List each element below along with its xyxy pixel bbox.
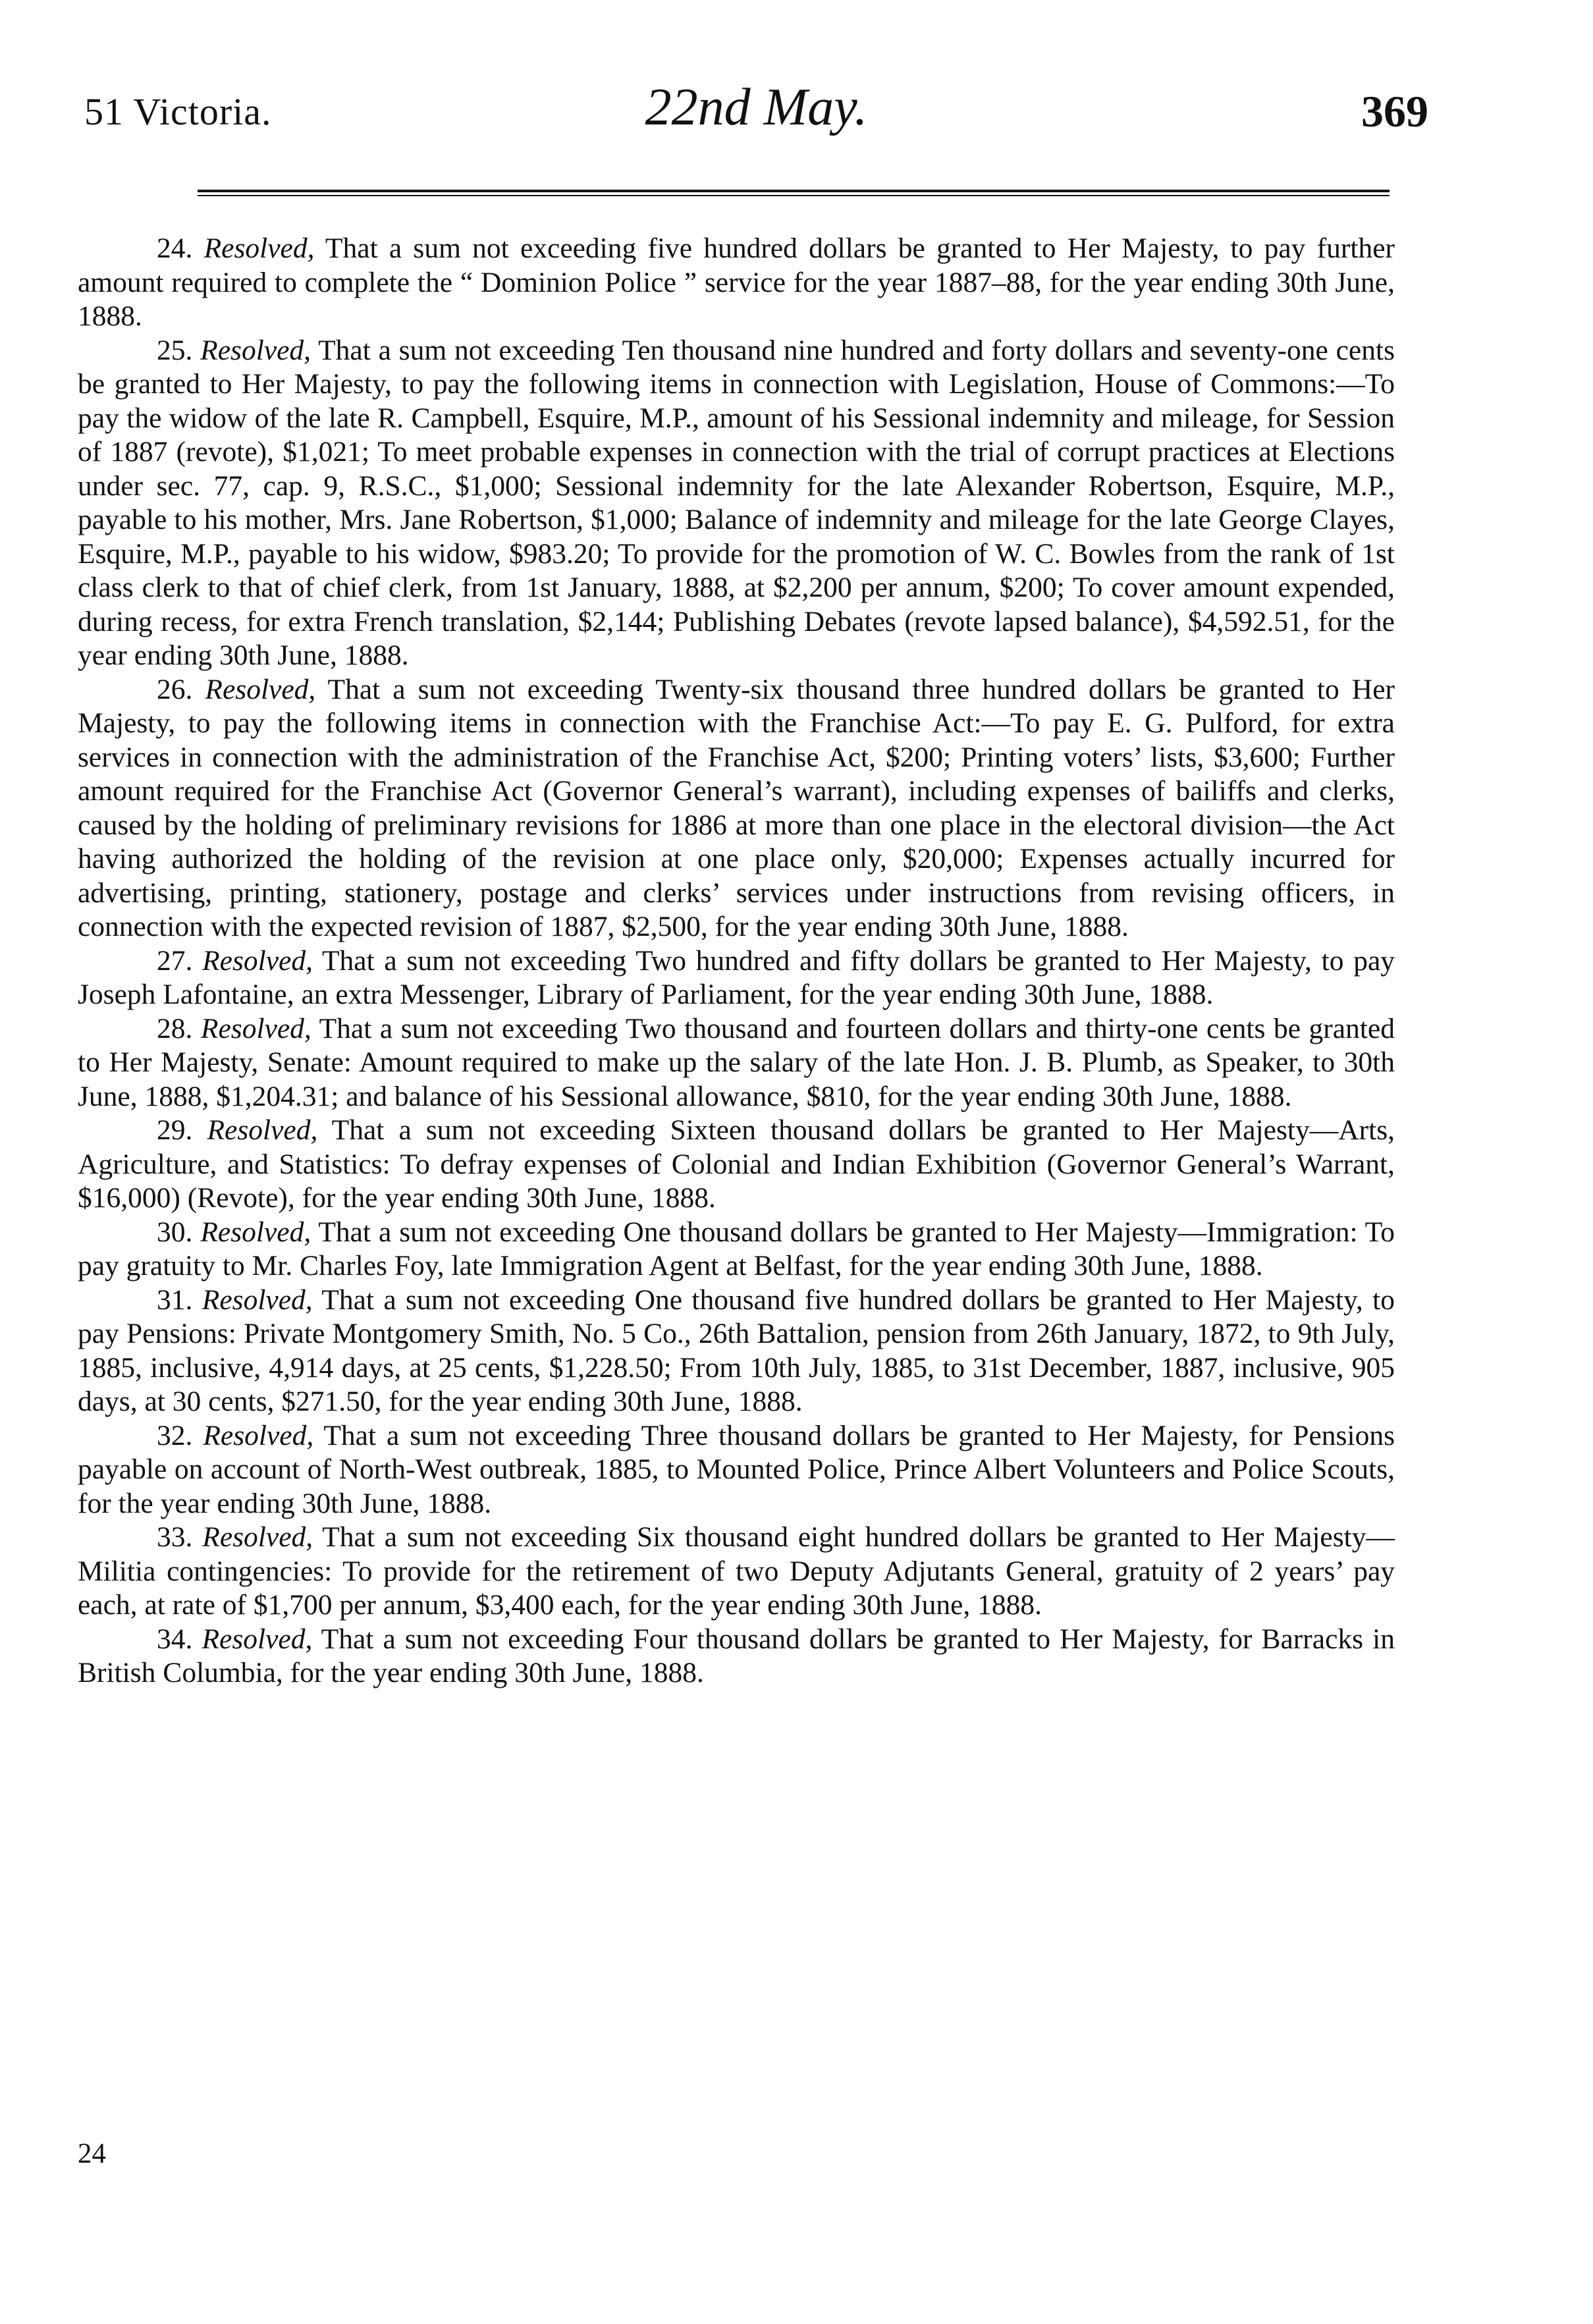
resolution-number: 30. — [157, 1216, 193, 1248]
page-header — [84, 78, 1428, 150]
resolution-31 — [78, 1284, 1395, 1419]
header-rule — [198, 190, 1390, 192]
resolved-word: Resolved, — [202, 944, 313, 977]
resolution-text: That a sum not exceeding Two thousand and fourteen dollars and thirty-one cents be granted to Her Majesty, Senate: Amount required to make up the salary of the late Hon. J. B. Plumb, as Speaker, to 30th June, 1888, $1,204.31; and balance of his Sessional allowance, $810, for the year ending 30th June, 1888. — [78, 1012, 1395, 1112]
resolution-number: 33. — [157, 1521, 193, 1553]
resolution-number: 34. — [157, 1623, 193, 1655]
resolved-word: Resolved, — [203, 232, 315, 264]
resolved-word: Resolved, — [202, 1521, 313, 1553]
resolution-number: 24. — [157, 232, 193, 264]
resolved-word: Resolved, — [203, 1419, 314, 1451]
date-heading: 22nd May. — [645, 78, 868, 136]
resolution-number: 31. — [157, 1284, 193, 1316]
resolved-word: Resolved, — [200, 1012, 311, 1044]
resolution-text: That a sum not exceeding Four thousand dollars be granted to Her Majesty, for Barracks in British Columbia, for the year ending 30th June, 1888. — [78, 1623, 1395, 1689]
resolution-32 — [78, 1419, 1395, 1521]
resolution-number: 27. — [157, 944, 193, 977]
resolution-text: That a sum not exceeding Twenty-six thousand three hundred dollars be granted to Her Majesty, to pay the following items in connection with the Franchise Act:—To pay E. G. Pulford, for extra services in connection with the administration of the Franchise Act, $200; Printing voters’ lists, $3,600; Further amount required for the Franchise Act (Governor General’s warrant), including expenses of bailiffs and clerks, caused by the holding of preliminary revisions for 1886 at more than one place in the electoral division—the Act having authorized the holding of the revision at one place only, $20,000; Expenses actually incurred for advertising, printing, stationery, postage and clerks’ services under instructions from revising officers, in connection with the expected revision of 1887, $2,500, for the year ending 30th June, 1888. — [78, 673, 1395, 942]
resolved-word: Resolved, — [207, 1114, 318, 1146]
resolved-word: Resolved, — [205, 673, 316, 705]
page-number: 369 — [1361, 86, 1428, 136]
resolutions — [78, 232, 1395, 1690]
resolution-26 — [78, 673, 1395, 944]
resolution-number: 29. — [157, 1114, 193, 1146]
resolution-text: That a sum not exceeding One thousand dollars be granted to Her Majesty—Immigration: To pay gratuity to Mr. Charles Foy, late Immigration Agent at Belfast, for the year ending 30th June, 1888. — [78, 1216, 1395, 1282]
resolution-text: That a sum not exceeding Sixteen thousand dollars be granted to Her Majesty—Arts, Agriculture, and Statistics: To defray expenses of Colonial and Indian Exhibition (Governor General’s Warrant, $16,000) (Revote), for the year ending 30th June, 1888. — [78, 1114, 1395, 1214]
resolution-28 — [78, 1012, 1395, 1114]
resolution-text: That a sum not exceeding Two hundred and fifty dollars be granted to Her Majesty, to pay Joseph Lafontaine, an extra Messenger, Library of Parliament, for the year ending 30th June, 1888. — [78, 944, 1395, 1010]
resolved-word: Resolved, — [200, 334, 311, 366]
resolution-30 — [78, 1216, 1395, 1284]
resolved-word: Resolved, — [202, 1284, 313, 1316]
resolution-text: That a sum not exceeding Six thousand eight hundred dollars be granted to Her Majesty—Militia contingencies: To provide for the retirement of two Deputy Adjutants General, gratuity of 2 years’ pay each, at rate of $1,700 per annum, $3,400 each, for the year ending 30th June, 1888. — [78, 1521, 1395, 1621]
resolved-word: Resolved, — [200, 1216, 311, 1248]
resolution-34 — [78, 1623, 1395, 1690]
resolution-text: That a sum not exceeding Three thousand dollars be granted to Her Majesty, for Pensions payable on account of North-West outbreak, 1885, to Mounted Police, Prince Albert Volunteers and Police Scouts, for the year ending 30th June, 1888. — [78, 1419, 1395, 1519]
header-rule-thin — [198, 195, 1390, 196]
resolution-text: That a sum not exceeding Ten thousand nine hundred and forty dollars and seventy-one cents be granted to Her Majesty, to pay the following items in connection with Legislation, House of Commons:—To pay the widow of the late R. Campbell, Esquire, M.P., amount of his Sessional indemnity and mileage, for Session of 1887 (revote), $1,021; To meet probable expenses in connection with the trial of corrupt practices at Elections under sec. 77, cap. 9, R.S.C., $1,000; Sessional indemnity for the late Alexander Robertson, Esquire, M.P., payable to his mother, Mrs. Jane Robertson, $1,000; Balance of indemnity and mileage for the late George Clayes, Esquire, M.P., payable to his widow, $983.20; To provide for the promotion of W. C. Bowles from the rank of 1st class clerk to that of chief clerk, from 1st January, 1888, at $2,200 per annum, $200; To cover amount expended, during recess, for extra French translation, $2,144; Publishing Debates (revote lapsed balance), $4,592.51, for the year ending 30th June, 1888. — [78, 334, 1395, 671]
resolution-24 — [78, 232, 1395, 334]
regnal-year: 51 Victoria. — [84, 90, 272, 133]
resolution-25 — [78, 334, 1395, 673]
resolution-number: 25. — [157, 334, 193, 366]
signature-mark: 24 — [78, 2138, 106, 2169]
resolution-text: That a sum not exceeding five hundred dollars be granted to Her Majesty, to pay further amount required to complete the “ Dominion Police ” service for the year 1887–88, for the year ending 30th June, 1888. — [78, 232, 1395, 332]
resolved-word: Resolved, — [202, 1623, 313, 1655]
resolution-27 — [78, 944, 1395, 1012]
resolution-text: That a sum not exceeding One thousand five hundred dollars be granted to Her Majesty, to pay Pensions: Private Montgomery Smith, No. 5 Co., 26th Battalion, pension from 26th January, 1872, to 9th July, 1885, inclusive, 4,914 days, at 25 cents, $1,228.50; From 10th July, 1885, to 31st December, 1887, inclusive, 905 days, at 30 cents, $271.50, for the year ending 30th June, 1888. — [78, 1284, 1395, 1417]
resolution-number: 26. — [157, 673, 193, 705]
resolution-number: 32. — [157, 1419, 193, 1451]
resolution-29 — [78, 1114, 1395, 1216]
resolution-33 — [78, 1521, 1395, 1623]
resolution-number: 28. — [157, 1012, 193, 1044]
